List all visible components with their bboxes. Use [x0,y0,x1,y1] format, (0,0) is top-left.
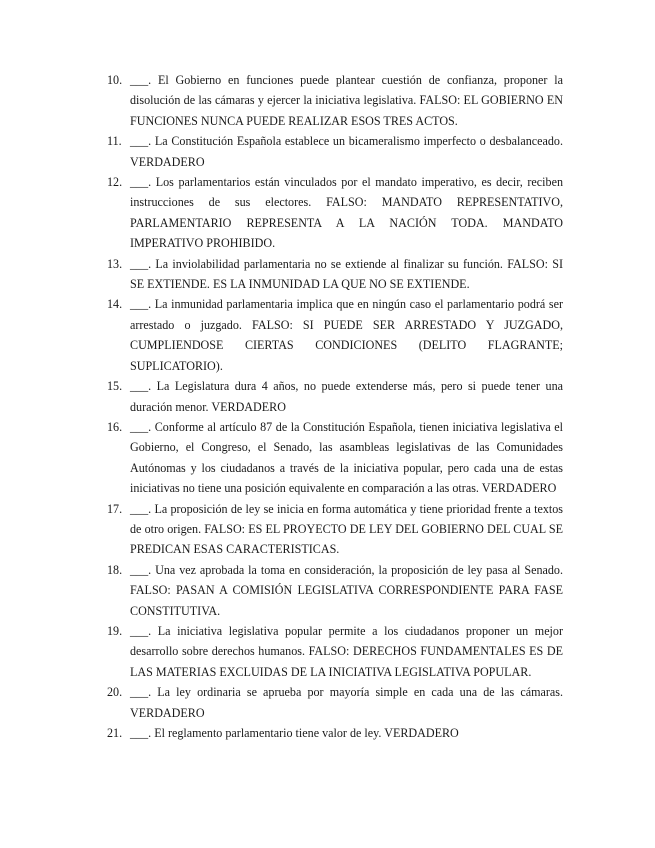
item-number: 21. [107,726,123,740]
list-item [107,376,563,417]
item-number: 20. [107,685,123,700]
item-number: 13. [107,256,123,271]
list-item [107,172,563,254]
list-item [107,723,563,743]
list-item [107,499,563,560]
item-number: 10. [107,73,123,87]
item-text: ___. La inmunidad parlamentaria implica que en ningún caso el parlamentario podrá ser arrestado o juzgado. FALSO: SI PUEDE SER ARRESTADO Y JUZGADO, CUMPLIENDOSE CIERTAS CONDICIONES (DELITO FLAGRANTE; SUPLICATORIO). [130,297,563,373]
list-item [107,70,563,131]
item-number: 12. [107,175,123,190]
item-number: 14. [107,297,123,312]
item-number: 17. [107,501,123,516]
list-item [107,621,563,682]
item-number: 11. [107,134,122,149]
item-text: ___. Una vez aprobada la toma en consideración, la proposición de ley pasa al Senado. FALSO: PASAN A COMISIÓN LEGISLATIVA CORRESPONDIENTE PARA FASE CONSTITUTIVA. [130,562,563,618]
item-text: ___. La inviolabilidad parlamentaria no se extiende al finalizar su función. FALSO: SI SE EXTIENDE. ES LA INMUNIDAD LA QUE NO SE EXTIENDE. [130,256,563,292]
question-list [107,70,563,743]
item-text: ___. El Gobierno en funciones puede plantear cuestión de confianza, proponer la disolución de las cámaras y ejercer la iniciativa legislativa. FALSO: EL GOBIERNO EN FUNCIONES NUNCA PUEDE REALIZAR ESOS TRES ACTOS. [130,73,563,128]
list-item [107,254,563,295]
item-number: 15. [107,379,123,394]
item-text: ___. El reglamento parlamentario tiene valor de ley. VERDADERO [130,726,459,740]
item-text: ___. La Legislatura dura 4 años, no puede extenderse más, pero si puede tener una duración menor. VERDADERO [130,379,563,414]
item-number: 18. [107,562,123,577]
list-item [107,294,563,376]
item-number: 16. [107,419,123,434]
item-text: ___. La Constitución Española establece un bicameralismo imperfecto o desbalanceado. VERDADERO [130,134,563,169]
item-text: ___. La proposición de ley se inicia en forma automática y tiene prioridad frente a textos de otro origen. FALSO: ES EL PROYECTO DE LEY DEL GOBIERNO DEL CUAL SE PREDICAN ESAS CARACTERISTICAS. [130,501,563,557]
list-item [107,560,563,621]
item-text: ___. La ley ordinaria se aprueba por mayoría simple en cada una de las cámaras. VERDADERO [130,685,563,720]
item-text: ___. La iniciativa legislativa popular permite a los ciudadanos proponer un mejor desarrollo sobre derechos humanos. FALSO: DERECHOS FUNDAMENTALES ES DE LAS MATERIAS EXCLUIDAS DE LA INICIATIVA LEGISLATIVA POPULAR. [130,623,563,679]
list-item [107,417,563,499]
item-text: ___. Conforme al artículo 87 de la Constitución Española, tienen iniciativa legislativa el Gobierno, el Congreso, el Senado, las asambleas legislativas de las Comunidades Autónomas y los ciudadanos a través de la iniciativa popular, pero cada una de estas iniciativas no tiene una posición equivalente en comparación a las otras. VERDADERO [130,419,563,496]
item-number: 19. [107,623,123,638]
list-item [107,682,563,723]
list-item [107,131,563,172]
item-text: ___. Los parlamentarios están vinculados por el mandato imperativo, es decir, reciben instrucciones de sus electores. FALSO: MANDATO REPRESENTATIVO, PARLAMENTARIO REPRESENTA A LA NACIÓN TODA. MANDATO IMPERATIVO PROHIBIDO. [130,175,563,251]
